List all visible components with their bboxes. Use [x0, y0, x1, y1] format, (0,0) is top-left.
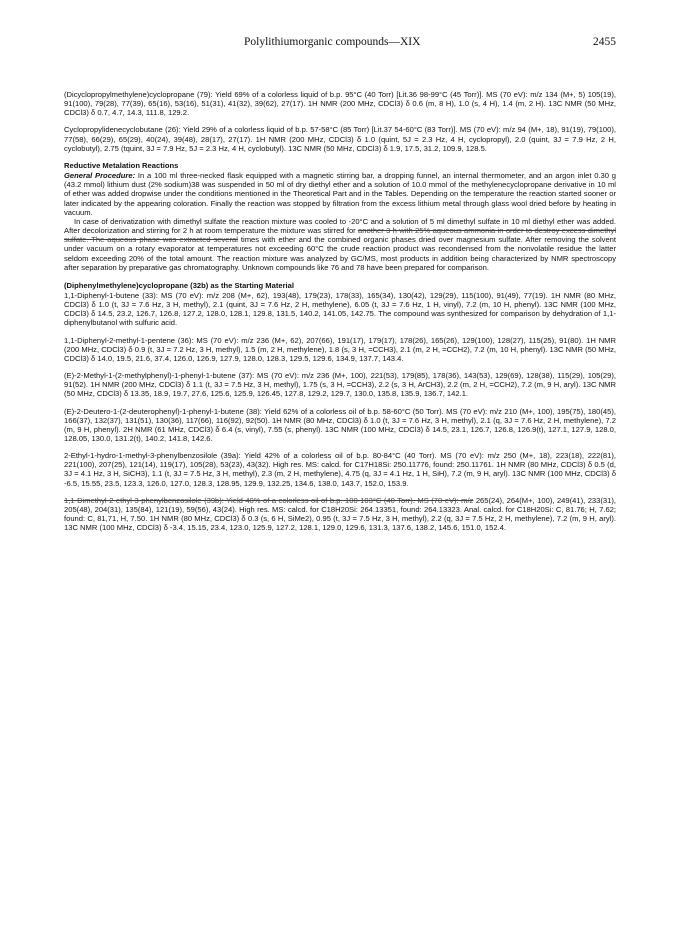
running-header	[64, 36, 616, 52]
compound-33-paragraph: 1,1-Diphenyl-1-butene (33): MS (70 eV): m/z 208 (M+, 62), 193(48), 179(23), 178(33), 165(34), 130(42), 129(29), 115(100), 91(49), 77(19). 1H NMR (80 MHz, CDCl3) δ 1.0 (t, 3J = 7.6 Hz, 3 H, methyl), 2.1 (quint, 3J = 7.6 Hz, 2 H, methylene), 6.05 (t, 3J = 7.6 Hz, 1 H, vinyl), 7.2 (m, 10 H, phenyl). 13C NMR (100 MHz, CDCl3) δ 14.5, 23.2, 126.7, 126.8, 127.2, 128.0, 128.1, 129.8, 131.5, 140.2, 141.05, 142.75. The compound was synthesized for comparison by dehydration of 1,1-diphenylbutanol with sulfuric acid.	[64, 290, 616, 328]
general-procedure-text: In a 100 ml three-necked flask equipped with a magnetic stirring bar, a dropping funnel, an internal thermometer, and an argon inlet 0.30 g (43.2 mmol) lithium dust (2% sodium)38 was suspended in 50 ml of dry diethyl ether and a solution of 10.0 mmol of the methylenecyclopropane derivative in 10 ml of ether was added dropwise under the conditions mentioned in the Theoretical Part and in the Tables. Depending on the temperature the reaction started sooner or later indicated by the appearing coloration. Finally the reaction was stopped by filtration from the excess lithium metal through glass wool dried before by heating in vacuum.	[64, 171, 616, 217]
compound-79-paragraph: (Dicyclopropylmethylene)cyclopropane (79): Yield 69% of a colorless liquid of b.p. 95°C (40 Torr) [Lit.36 98-99°C (45 Torr)]. MS (70 eV): m/z 134 (M+, 5) 105(19), 91(100), 79(28), 77(39), 65(16), 53(16), 51(31), 41(32), 39(62), 27(17). 1H NMR (200 MHz, CDCl3) δ 0.6 (m, 8 H), 1.0 (s, 4 H), 1.4 (m, 2 H). 13C NMR (50 MHz, CDCl3) δ 0.7, 4.7, 14.3, 111.8, 129.2.	[64, 90, 616, 118]
running-title: Polylithiumorganic compounds—XIX	[244, 36, 421, 48]
page-number: 2455	[593, 36, 616, 48]
derivatization-text-a: In case of derivatization with dimethyl sulfate the reaction mixture was cooled to -20°C and a solution of 5 ml dimethyl sulfate in 10 ml diethyl ether was added. After decolorization and stirring for 2 h at room temperature the mixture was stirred for	[64, 216, 616, 236]
compound-39b-text: 265(24), 264(M+, 100), 249(41), 233(31), 205(48), 204(31), 135(84), 121(19), 59(56), 43(24). High res. MS: calcd. for C18H20Si: 264.13351, found: 264.13323. Anal. calcd. for C18H20Si: C, 81.76; H, 7.62; found: C, 81,71, H, 7.50. 1H NMR (80 MHz, CDCl3) δ 0.3 (s, 6 H, SiMe2), 0.95 (t, 3J = 7.5 Hz, 3 H, methyl), 2.2 (q, 3J = 7.5 Hz, 2 H, methylene), 7.2 (m, 9 H, aryl). 13C NMR (100 MHz, CDCl3) δ -3.4, 15.15, 23.4, 123.0, 125.9, 127.2, 128.1, 129.0, 129.6, 131.3, 137.6, 138.2, 145.6, 151.0, 152.4.	[64, 495, 616, 533]
compound-39a-paragraph: 2-Ethyl-1-hydro-1-methyl-3-phenylbenzosilole (39a): Yield 42% of a colorless oil of b.p. 80-84°C (40 Torr). MS (70 eV): m/z 250 (M+, 18), 223(18), 222(81), 221(100), 207(25), 121(14), 119(17), 105(28), 53(23), 43(32). High res. MS: calcd. for C17H18Si: 250.11776, found: 250.11761. 1H NMR (80 MHz, CDCl3) δ 0.5 (d, 3J = 4.1 Hz, 3 H, SiCH3), 1.1 (t, 3J = 7.5 Hz, 3 H, methyl), 2.3 (m, 2 H, methylene), 4.75 (q, 3J = 4.1 Hz, 1 H, SiH), 7.2 (m, 9 H, aryl). 13C NMR (100 MHz, CDCl3) δ -6.5, 15.55, 23.5, 123.3, 126.0, 127.0, 128.3, 128.95, 129.9, 132.25, 134.6, 138.0, 143.7, 152.0, 153.9.	[64, 451, 616, 488]
compound-37-paragraph: (E)-2-Methyl-1-(2-methylphenyl)-1-phenyl-1-butene (37): MS (70 eV): m/z 236 (M+, 100), 221(53), 179(85), 178(36), 143(53), 129(69), 128(38), 115(29), 105(29), 91(52). 1H NMR (200 MHz, CDCl3) δ 1.1 (t, 3J = 7.5 Hz, 3 H, methyl), 1.75 (s, 3 H, =CCH3), 2.2 (s, 3 H, ArCH3), 2.2 (m, 2 H, =CCH2), 7.2 (m, 9 H, aryl). 13C NMR (50 MHz, CDCl3) δ 13.35, 18.9, 19.7, 27.6, 125.6, 125.9, 126.45, 127.8, 129.2, 129.7, 130.0, 135.8, 135.9, 136.7, 142.1.	[64, 371, 616, 399]
derivatization-struck-line: another 3 h with 25% aqueous ammonia in order to destroy excess dimethyl sulfate. The aqueous phase was extracted several	[64, 226, 617, 245]
general-procedure-paragraph	[64, 171, 616, 217]
compound-38-paragraph: (E)-2-Deutero-1-(2-deuterophenyl)-1-phenyl-1-butene (38): Yield 62% of a colorless oil of b.p. 58-60°C (50 Torr). MS (70 eV): m/z 210 (M+, 100), 195(75), 180(45), 166(37), 132(37), 131(51), 130(36), 117(66), 116(92), 92(50). 1H NMR (80 MHz, CDCl3) δ 1.0 (t, 3J = 7.6 Hz, 3 H, methyl), 2.1 (q, 3J = 7.6 Hz, 2 H, methylene), 7.2 (m, 9 H, phenyl). 2H NMR (61 MHz, CDCl3) δ 6.4 (s, vinyl), 7.55 (s, phenyl). 13C NMR (100 MHz, CDCl3) δ 14.5, 23.1, 126.7, 126.8, 126.9(t), 127.1, 127.9, 128.0, 128.05, 130.0, 131.2(t), 140.2, 141.8, 142.6.	[64, 406, 616, 443]
derivatization-paragraph	[64, 217, 616, 272]
compound-26-paragraph: Cyclopropylidenecyclobutane (26): Yield 29% of a colorless liquid of b.p. 57-58°C (85 Torr) [Lit.37 54-60°C (83 Torr)]. MS (70 eV): m/z 94 (M+, 18), 91(19), 79(100), 77(58), 66(29), 65(29), 40(24), 39(48), 28(17), 27(17). 1H NMR (200 MHz, CDCl3) δ 1.0 (quint, 5J = 2.3 Hz, 4 H, cyclopropyl), 2.0 (quint, 3J = 7.9 Hz, 2 H, cyclobutyl), 2.75 (tquint, 3J = 7.9 Hz, 5J = 2.3 Hz, 4 H, cyclobutyl). 13C NMR (50 MHz, CDCl3) δ 1.9, 17.5, 31.2, 109.9, 128.5.	[64, 125, 616, 153]
starting-material-heading: (Diphenylmethylene)cyclopropane (32b) as the Starting Material	[64, 280, 294, 290]
derivatization-text-b: times with ether and the combined organic phases dried over magnesium sulfate. After removing the solvent under vacuum on a rotary evaporator at temperatures not exceeding 60°C the crude reaction product was recondensed from the nonvolatile residue the latter seldom exceeding 20% of the total amount. The reaction mixture was analyzed by GC/MS, most products in addition being characterized by NMR spectroscopy after separation by preparative gas chromatography. Unknown compounds like 76 and 78 have been prepared for comparison.	[64, 235, 616, 272]
reductive-metalation-heading: Reductive Metalation Reactions	[64, 160, 179, 170]
article-body	[64, 90, 616, 540]
compound-39b-paragraph	[64, 496, 616, 533]
general-procedure-label: General Procedure:	[64, 171, 136, 181]
compound-36-paragraph: 1,1-Diphenyl-2-methyl-1-pentene (36): MS (70 eV): m/z 236 (M+, 62), 207(66), 191(17), 179(17), 178(26), 165(26), 129(100), 128(27), 115(25), 91(80). 1H NMR (200 MHz, CDCl3) δ 0.9 (t, 3J = 7.2 Hz, 3 H, methyl), 1.5 (m, 2 H, methylene), 1.8 (s, 3 H, =CCH3), 2.1 (m, 2 H, =CCH2), 7.2 (m, 10 H, phenyl). 13C NMR (50 MHz, CDCl3) δ 14.0, 19.5, 21.6, 37.4, 126.0, 126.9, 127.9, 128.0, 128.3, 129.5, 129.6, 134.9, 137.7, 143.4.	[64, 335, 616, 363]
compound-39b-struck-line: 1,1-Dimethyl-2-ethyl-3-phenylbenzosilole (39b): Yield 40% of a colorless oil of b.p. 100-103°C (40 Torr). MS (70 eV): m/z	[64, 495, 474, 505]
